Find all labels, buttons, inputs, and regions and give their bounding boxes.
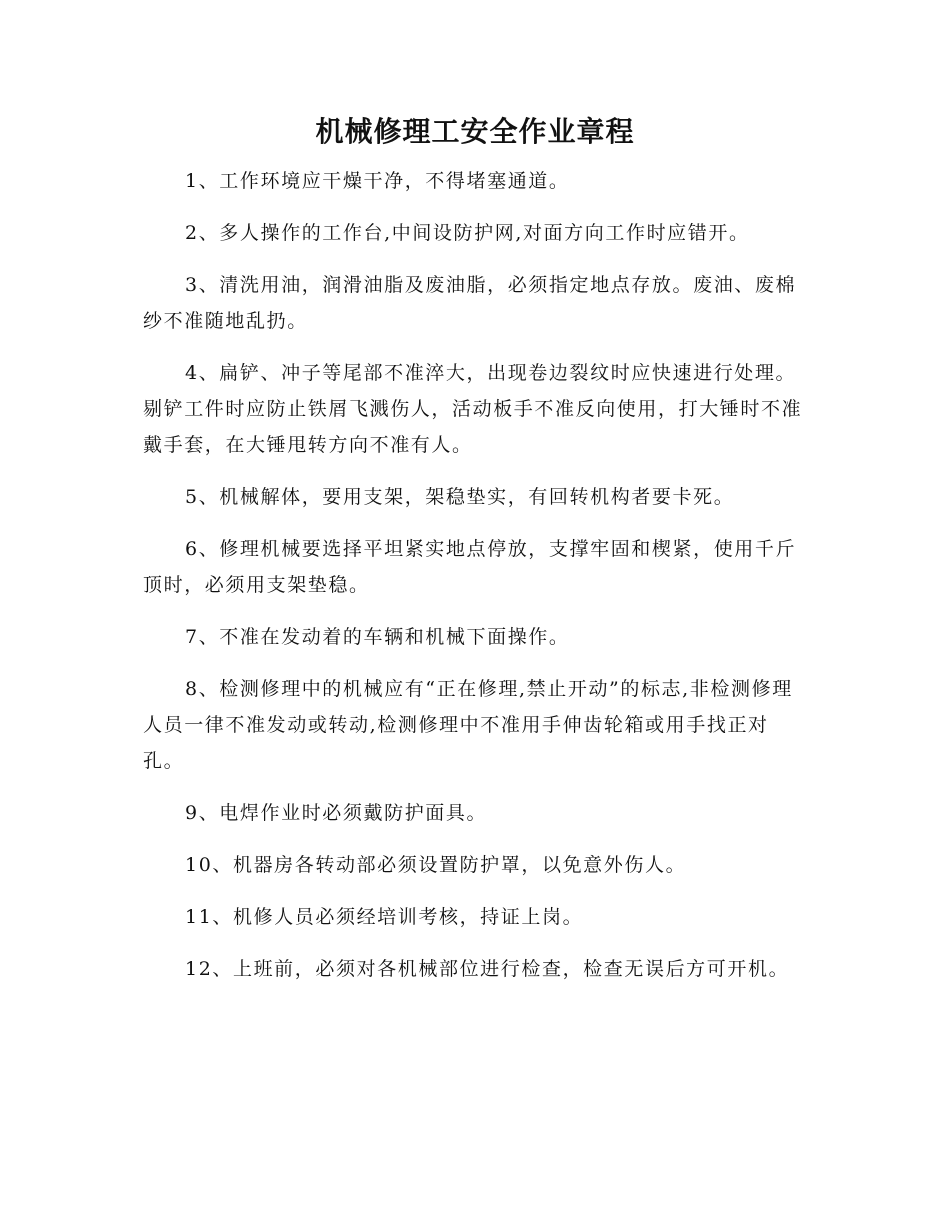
rule-paragraph-8: 8、检测修理中的机械应有“正在修理,禁止开动”的标志,非检测修理人员一律不准发动或转动,检测修理中不准用手伸齿轮箱或用手找正对孔。 <box>143 678 793 772</box>
rule-paragraph-10: 10、机器房各转动部必须设置防护罩，以免意外伤人。 <box>185 854 687 876</box>
rule-paragraph-11: 11、机修人员必须经培训考核，持证上岗。 <box>185 906 584 928</box>
rule-paragraph-4: 4、扁铲、冲子等尾部不准淬大，出现卷边裂纹时应快速进行处理。剔铲工件时应防止铁屑飞溅伤人，活动板手不准反向使用，打大锤时不准戴手套，在大锤甩转方向不准有人。 <box>143 362 803 456</box>
rule-paragraph-1: 1、工作环境应干燥干净，不得堵塞通道。 <box>185 170 570 192</box>
rule-paragraph-5: 5、机械解体，要用支架，架稳垫实，有回转机构者要卡死。 <box>185 486 735 508</box>
document-body <box>143 163 807 1003</box>
rule-paragraph-9: 9、电焊作业时必须戴防护面具。 <box>185 802 488 824</box>
rule-paragraph-6: 6、修理机械要选择平坦紧实地点停放，支撑牢固和楔紧，使用千斤顶时，必须用支架垫稳。 <box>143 538 797 596</box>
rule-paragraph-7: 7、不准在发动着的车辆和机械下面操作。 <box>185 626 570 648</box>
document-title: 机械修理工安全作业章程 <box>315 115 635 148</box>
rule-paragraph-2: 2、多人操作的工作台,中间设防护网,对面方向工作时应错开。 <box>185 222 750 244</box>
rule-paragraph-3: 3、清洗用油，润滑油脂及废油脂，必须指定地点存放。废油、废棉纱不准随地乱扔。 <box>143 274 797 332</box>
rule-paragraph-12: 12、上班前，必须对各机械部位进行检查，检查无误后方可开机。 <box>185 958 790 980</box>
